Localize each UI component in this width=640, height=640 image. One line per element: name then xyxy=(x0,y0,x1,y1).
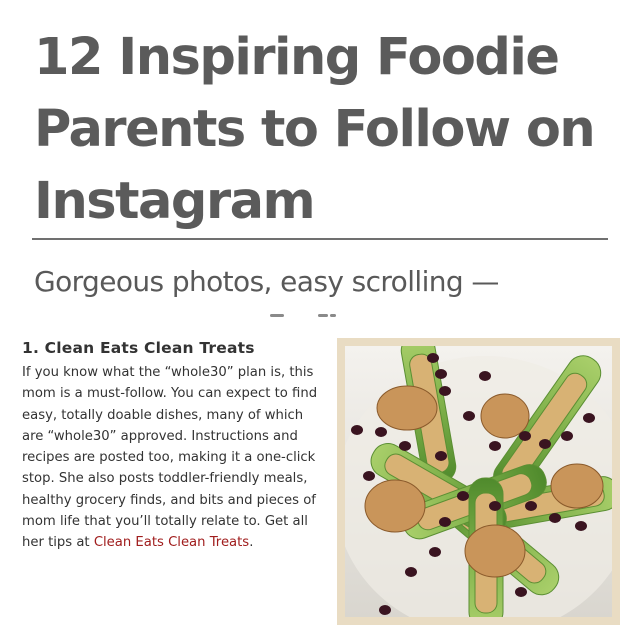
article-subtitle: Gorgeous photos, easy scrolling — xyxy=(34,265,499,298)
title-divider xyxy=(32,238,608,240)
entry-body-text: If you know what the “whole30” plan is, this mom is a must-follow. You can expect to find easy, totally doable dishes, many of which are “whole30” approved. Instructions and recipes are posted too, making it a one-click stop. She also posts toddler-friendly meals, healthy grocery finds, and bits and pieces of mom life that you’ll totally relate to. Get all her tips at xyxy=(22,365,318,551)
clean-eats-link[interactable]: Clean Eats Clean Treats xyxy=(93,535,250,551)
cropped-text-line xyxy=(230,312,470,320)
entry-section xyxy=(22,338,322,554)
article-title: 12 Inspiring Foodie Parents to Follow on Instagram xyxy=(34,28,595,231)
food-photo-frame xyxy=(337,338,620,625)
entry-heading: 1. Clean Eats Clean Treats xyxy=(22,339,255,357)
entry-body-end: . xyxy=(249,535,254,551)
food-photo-icon xyxy=(345,346,612,617)
entry-body xyxy=(22,362,322,554)
